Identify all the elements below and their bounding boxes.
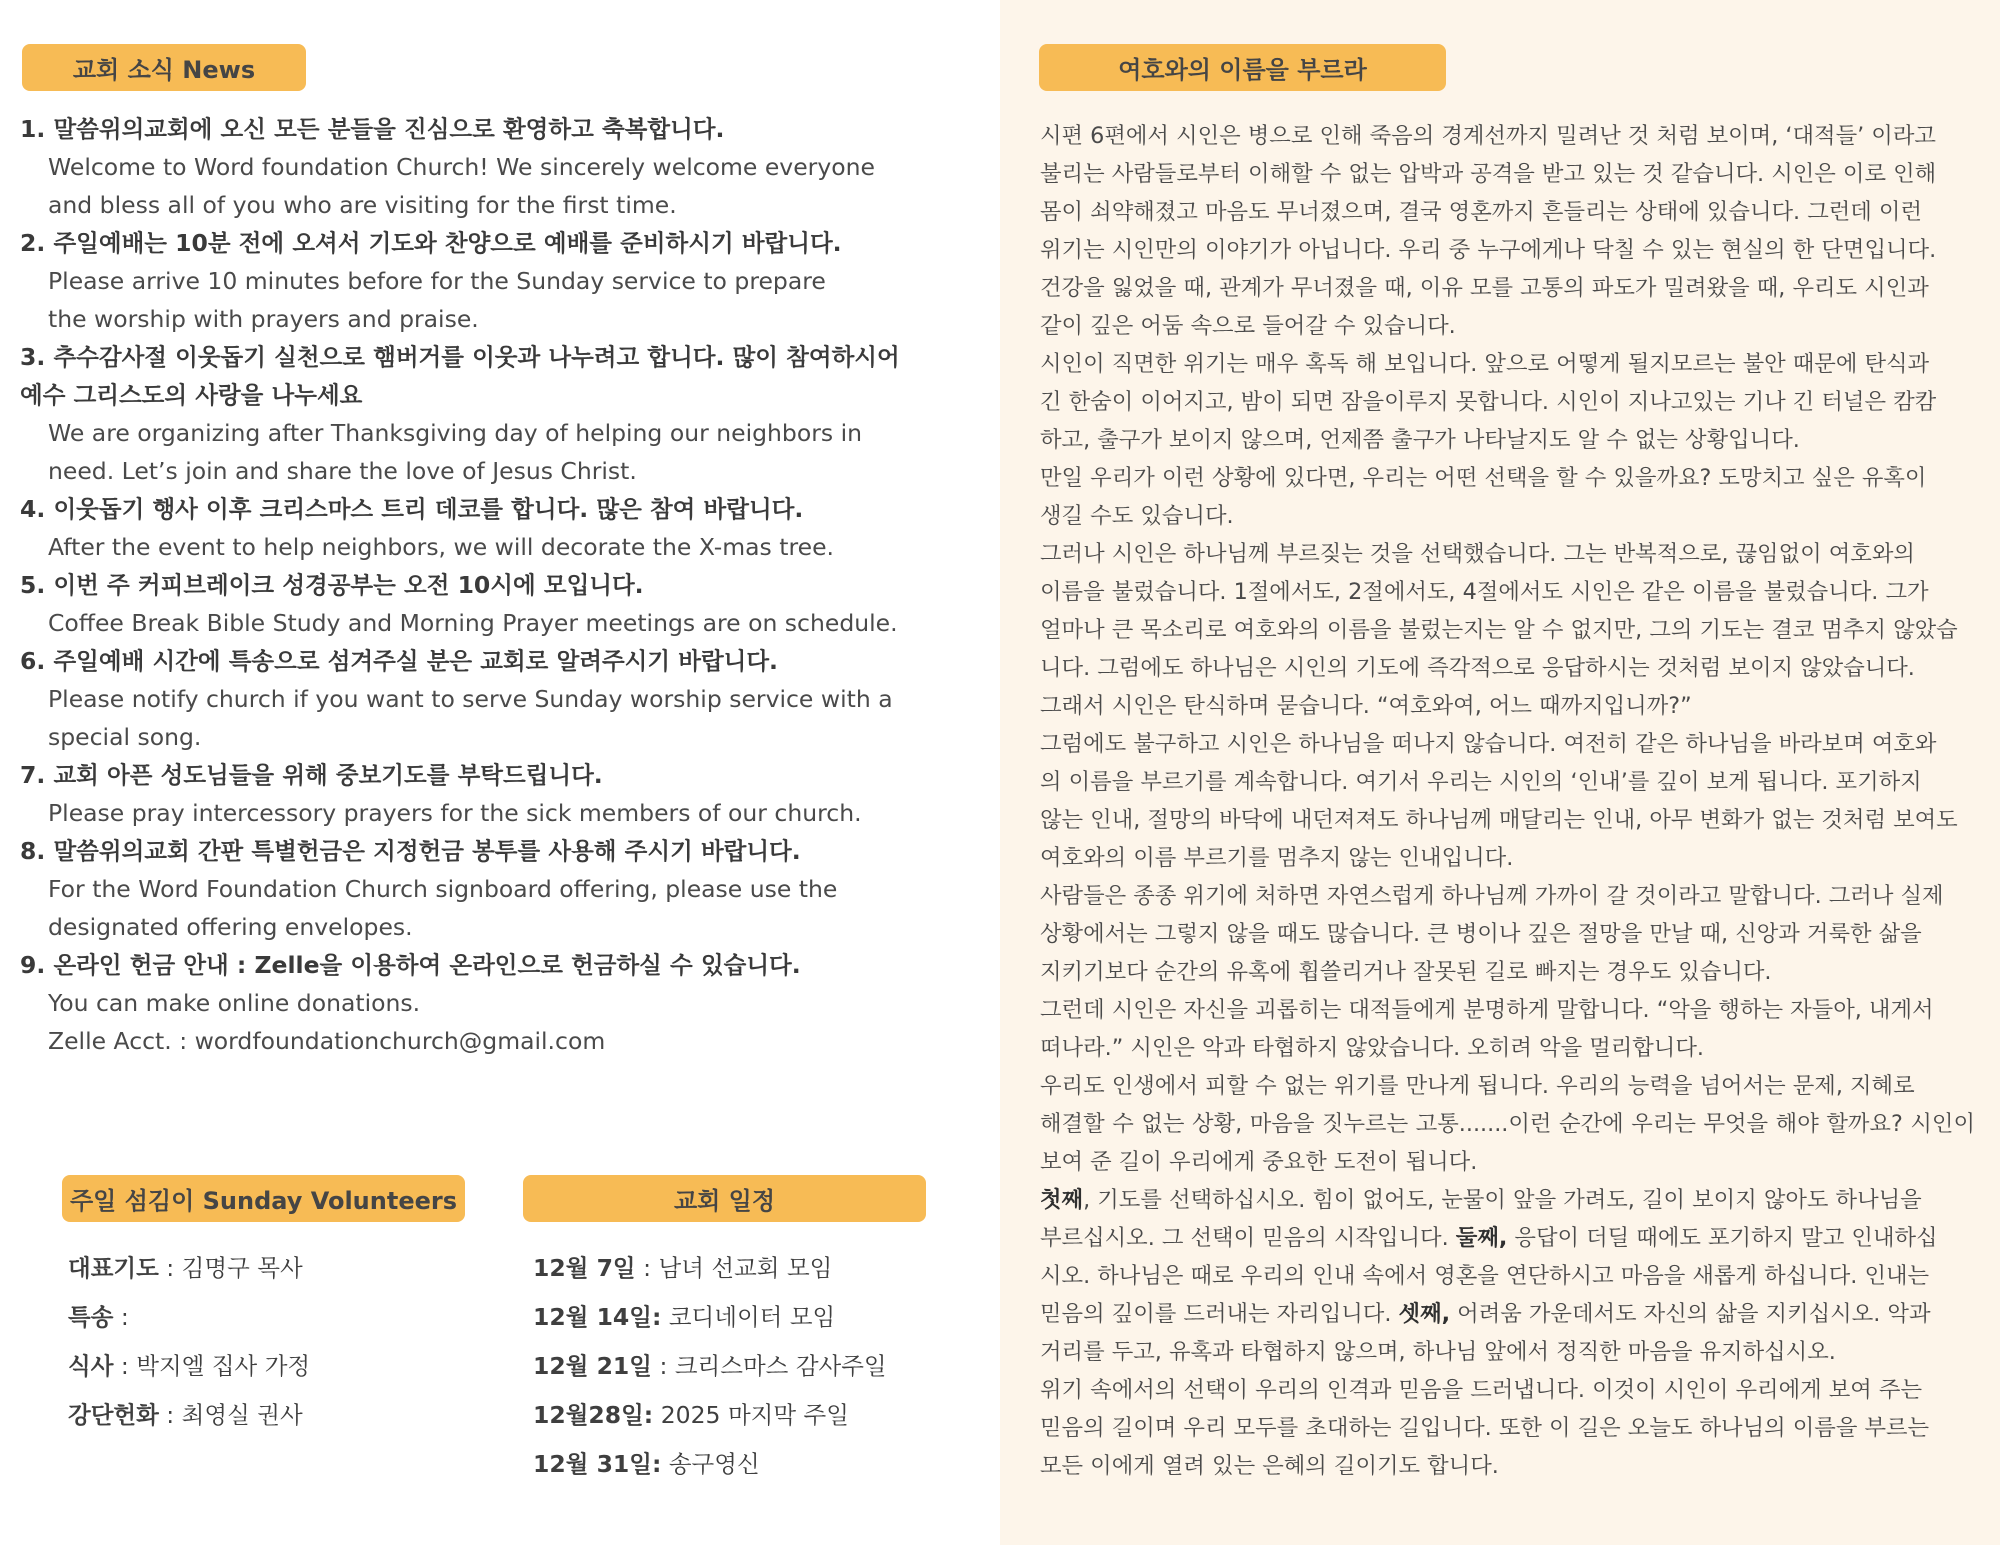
sermon-text: 우리도 인생에서 피할 수 없는 위기를 만나게 됩니다. 우리의 능력을 넘어서는 문제, 지혜로 [1040, 1073, 1915, 1099]
sermon-text: 위기 속에서의 선택이 우리의 인격과 믿음을 드러냅니다. 이것이 시인이 우리에게 보여 주는 [1040, 1377, 1922, 1403]
volunteers-title: 주일 섬김이 Sunday Volunteers [69, 1187, 458, 1215]
news-korean: 2. 주일예배는 10분 전에 오셔서 기도와 찬양으로 예배를 준비하시기 바랍니다. [20, 229, 842, 257]
sermon-line [1040, 1105, 1975, 1143]
sermon-text: 니다. 그럼에도 하나님은 시인의 기도에 즉각적으로 응답하시는 것처럼 보이지 않았습니다. [1040, 655, 1915, 681]
sermon-line [1040, 687, 1975, 725]
schedule-row-label: 12월28일: [533, 1401, 654, 1429]
sermon-text: 응답이 더딜 때에도 포기하지 말고 인내하십 [1507, 1225, 1938, 1251]
news-korean: 5. 이번 주 커피브레이크 성경공부는 오전 10시에 모입니다. [20, 571, 644, 599]
news-item [20, 756, 980, 832]
schedule-row-label: 12월 21일 [533, 1352, 652, 1380]
sermon-line [1040, 1029, 1975, 1067]
sermon-line [1040, 1371, 1975, 1409]
sermon-text: 여호와의 이름 부르기를 멈추지 않는 인내입니다. [1040, 845, 1514, 871]
sermon-text: 않는 인내, 절망의 바닥에 내던져져도 하나님께 매달리는 인내, 아무 변화가 없는 것처럼 보여도 [1040, 807, 1958, 833]
news-korean: 8. 말씀위의교회 간판 특별헌금은 지정헌금 봉투를 사용해 주시기 바랍니다. [20, 837, 801, 865]
sermon-text: 건강을 잃었을 때, 관계가 무너졌을 때, 이유 모를 고통의 파도가 밀려왔을 때, 우리도 시인과 [1040, 275, 1929, 301]
volunteer-row-label: 특송 [68, 1303, 114, 1331]
sermon-text: 긴 한숨이 이어지고, 밤이 되면 잠을이루지 못합니다. 시인이 지나고있는 기나 긴 터널은 캄캄 [1040, 389, 1937, 415]
news-korean: 3. 추수감사절 이웃돕기 실천으로 햄버거를 이웃과 나누려고 합니다. 많이 참여하시어 [20, 343, 900, 371]
news-item [20, 338, 980, 490]
sermon-line [1040, 725, 1975, 763]
volunteer-row-value: : 박지엘 집사 가정 [113, 1352, 311, 1380]
sermon-text: 같이 깊은 어둠 속으로 들어갈 수 있습니다. [1040, 313, 1456, 339]
sermon-body [1040, 117, 1975, 1485]
sermon-text: 위기는 시인만의 이야기가 아닙니다. 우리 중 누구에게나 닥칠 수 있는 현실의 한 단면입니다. [1040, 237, 1937, 263]
news-korean: 1. 말씀위의교회에 오신 모든 분들을 진심으로 환영하고 축복합니다. [20, 115, 725, 143]
sermon-header [1039, 44, 1446, 91]
sermon-text: 시편 6편에서 시인은 병으로 인해 죽음의 경계선까지 밀려난 것 처럼 보이며, ‘대적들’ 이라고 [1040, 123, 1936, 149]
sermon-line [1040, 1333, 1975, 1371]
sermon-line [1040, 345, 1975, 383]
schedule-row-value: : 남녀 선교회 모임 [635, 1254, 833, 1282]
news-korean: 6. 주일예배 시간에 특송으로 섬겨주실 분은 교회로 알려주시기 바랍니다. [20, 647, 778, 675]
sermon-line [1040, 383, 1975, 421]
schedule-row [533, 1248, 887, 1297]
sermon-line [1040, 991, 1975, 1029]
sermon-line [1040, 649, 1975, 687]
sermon-text: 시오. 하나님은 때로 우리의 인내 속에서 영혼을 연단하시고 마음을 새롭게 하십니다. 인내는 [1040, 1263, 1930, 1289]
sermon-text: 그러나 시인은 하나님께 부르짖는 것을 선택했습니다. 그는 반복적으로, 끊임없이 여호와의 [1040, 541, 1915, 567]
news-korean: 7. 교회 아픈 성도님들을 위해 중보기도를 부탁드립니다. [20, 761, 603, 789]
sermon-text: 어려움 가운데서도 자신의 삶을 지키십시오. 악과 [1450, 1301, 1931, 1327]
volunteer-row-value: : 최영실 권사 [158, 1401, 303, 1429]
volunteer-row [68, 1297, 310, 1346]
sermon-text: 지키기보다 순간의 유혹에 휩쓸리거나 잘못된 길로 빠지는 경우도 있습니다. [1040, 959, 1772, 985]
volunteer-row [68, 1395, 310, 1444]
schedule-row-value: 2025 마지막 주일 [653, 1401, 849, 1429]
news-english: Welcome to Word foundation Church! We sincerely welcome everyone [48, 153, 875, 181]
schedule-row-label: 12월 7일 [533, 1254, 636, 1282]
sermon-line [1040, 1181, 1975, 1219]
schedule-row-value: : 크리스마스 감사주일 [652, 1352, 887, 1380]
news-title: 교회 소식 News [72, 56, 256, 84]
sermon-line [1040, 459, 1975, 497]
news-korean: 4. 이웃돕기 행사 이후 크리스마스 트리 데코를 합니다. 많은 참여 바랍니다. [20, 495, 804, 523]
news-list [20, 110, 980, 1060]
schedule-row [533, 1395, 887, 1444]
sermon-line [1040, 763, 1975, 801]
volunteers-header [62, 1175, 465, 1222]
news-item [20, 832, 980, 946]
news-header [22, 44, 306, 91]
sermon-line [1040, 915, 1975, 953]
sermon-line [1040, 801, 1975, 839]
sermon-text: 부르십시오. 그 선택이 믿음의 시작입니다. [1040, 1225, 1456, 1251]
schedule-title: 교회 일정 [673, 1187, 776, 1215]
sermon-emphasis: 첫째 [1040, 1187, 1084, 1213]
schedule-list [533, 1248, 887, 1493]
sermon-line [1040, 1295, 1975, 1333]
news-english: We are organizing after Thanksgiving day of helping our neighbors in [48, 419, 863, 447]
sermon-text: 이름을 불렀습니다. 1절에서도, 2절에서도, 4절에서도 시인은 같은 이름을 불렀습니다. 그가 [1040, 579, 1929, 605]
sermon-text: 얼마나 큰 목소리로 여호와의 이름을 불렀는지는 알 수 없지만, 그의 기도는 결코 멈추지 않았습 [1040, 617, 1958, 643]
sermon-text: 믿음의 길이며 우리 모두를 초대하는 길입니다. 또한 이 길은 오늘도 하나님의 이름을 부르는 [1040, 1415, 1930, 1441]
sermon-text: , 기도를 선택하십시오. 힘이 없어도, 눈물이 앞을 가려도, 길이 보이지 않아도 하나님을 [1083, 1187, 1922, 1213]
schedule-row-value: 코디네이터 모임 [661, 1303, 836, 1331]
sermon-line [1040, 535, 1975, 573]
schedule-row [533, 1297, 887, 1346]
sermon-text: 만일 우리가 이런 상황에 있다면, 우리는 어떤 선택을 할 수 있을까요? 도망치고 싶은 유혹이 [1040, 465, 1927, 491]
news-english: Please arrive 10 minutes before for the Sunday service to prepare [48, 267, 826, 295]
news-english: Coffee Break Bible Study and Morning Prayer meetings are on schedule. [48, 609, 898, 637]
news-english: and bless all of you who are visiting for the first time. [48, 191, 677, 219]
sermon-title: 여호와의 이름을 부르라 [1118, 56, 1367, 84]
news-item [20, 566, 980, 642]
news-english: Please pray intercessory prayers for the sick members of our church. [48, 799, 862, 827]
news-item [20, 490, 980, 566]
news-english: the worship with prayers and praise. [48, 305, 479, 333]
sermon-text: 생길 수도 있습니다. [1040, 503, 1234, 529]
sermon-line [1040, 193, 1975, 231]
sermon-text: 그래서 시인은 탄식하며 묻습니다. “여호와여, 어느 때까지입니까?” [1040, 693, 1692, 719]
sermon-line [1040, 421, 1975, 459]
schedule-row-label: 12월 14일: [533, 1303, 662, 1331]
news-english: need. Let’s join and share the love of Jesus Christ. [48, 457, 637, 485]
sermon-line [1040, 1257, 1975, 1295]
schedule-row-label: 12월 31일: [533, 1450, 662, 1478]
volunteer-row-value: : [113, 1303, 129, 1331]
news-english: After the event to help neighbors, we will decorate the X-mas tree. [48, 533, 834, 561]
sermon-text: 그럼에도 불구하고 시인은 하나님을 떠나지 않습니다. 여전히 같은 하나님을 바라보며 여호와 [1040, 731, 1937, 757]
news-item [20, 642, 980, 756]
volunteer-row-label: 대표기도 [68, 1254, 159, 1282]
sermon-line [1040, 839, 1975, 877]
sermon-text: 해결할 수 없는 상황, 마음을 짓누르는 고통.......이런 순간에 우리는 무엇을 해야 할까요? 시인이 [1040, 1111, 1975, 1137]
sermon-line [1040, 497, 1975, 535]
sermon-text: 상황에서는 그렇지 않을 때도 많습니다. 큰 병이나 깊은 절망을 만날 때, 신앙과 거룩한 삶을 [1040, 921, 1922, 947]
schedule-row-value: 송구영신 [661, 1450, 760, 1478]
sermon-text: 불리는 사람들로부터 이해할 수 없는 압박과 공격을 받고 있는 것 같습니다. 시인은 이로 인해 [1040, 161, 1937, 187]
sermon-line [1040, 953, 1975, 991]
news-english: designated offering envelopes. [48, 913, 413, 941]
news-item [20, 946, 980, 1060]
schedule-row [533, 1346, 887, 1395]
sermon-line [1040, 155, 1975, 193]
sermon-line [1040, 307, 1975, 345]
sermon-line [1040, 573, 1975, 611]
sermon-text: 떠나라.” 시인은 악과 타협하지 않았습니다. 오히려 악을 멀리합니다. [1040, 1035, 1704, 1061]
volunteers-list [68, 1248, 310, 1444]
sermon-emphasis: 둘째, [1455, 1225, 1508, 1251]
volunteer-row-label: 강단헌화 [68, 1401, 159, 1429]
sermon-line [1040, 877, 1975, 915]
sermon-line [1040, 231, 1975, 269]
sermon-text: 몸이 쇠약해졌고 마음도 무너졌으며, 결국 영혼까지 흔들리는 상태에 있습니다. 그런데 이런 [1040, 199, 1922, 225]
schedule-header [523, 1175, 926, 1222]
sermon-text: 그런데 시인은 자신을 괴롭히는 대적들에게 분명하게 말합니다. “악을 행하는 자들아, 내게서 [1040, 997, 1934, 1023]
news-korean: 예수 그리스도의 사랑을 나누세요 [20, 381, 363, 409]
sermon-line [1040, 117, 1975, 155]
news-english: You can make online donations. [48, 989, 421, 1017]
news-korean: 9. 온라인 헌금 안내 : Zelle을 이용하여 온라인으로 헌금하실 수 있습니다. [20, 951, 801, 979]
news-english: Please notify church if you want to serve Sunday worship service with a [48, 685, 893, 713]
sermon-text: 거리를 두고, 유혹과 타협하지 않으며, 하나님 앞에서 정직한 마음을 유지하십시오. [1040, 1339, 1836, 1365]
volunteer-row [68, 1248, 310, 1297]
sermon-line [1040, 269, 1975, 307]
sermon-text: 의 이름을 부르기를 계속합니다. 여기서 우리는 시인의 ‘인내’를 깊이 보게 됩니다. 포기하지 [1040, 769, 1922, 795]
sermon-text: 시인이 직면한 위기는 매우 혹독 해 보입니다. 앞으로 어떻게 될지모르는 불안 때문에 탄식과 [1040, 351, 1930, 377]
sermon-line [1040, 1219, 1975, 1257]
news-english: Zelle Acct. : wordfoundationchurch@gmail.com [48, 1027, 606, 1055]
news-item [20, 110, 980, 224]
news-item [20, 224, 980, 338]
sermon-line [1040, 1143, 1975, 1181]
sermon-line [1040, 1447, 1975, 1485]
sermon-text: 믿음의 깊이를 드러내는 자리입니다. [1040, 1301, 1399, 1327]
news-english: special song. [48, 723, 202, 751]
sermon-emphasis: 셋째, [1398, 1301, 1451, 1327]
news-english: For the Word Foundation Church signboard offering, please use the [48, 875, 838, 903]
sermon-text: 사람들은 종종 위기에 처하면 자연스럽게 하나님께 가까이 갈 것이라고 말합니다. 그러나 실제 [1040, 883, 1944, 909]
sermon-text: 하고, 출구가 보이지 않으며, 언제쯤 출구가 나타날지도 알 수 없는 상황입니다. [1040, 427, 1800, 453]
sermon-line [1040, 1067, 1975, 1105]
volunteer-row-value: : 김명구 목사 [158, 1254, 303, 1282]
sermon-line [1040, 1409, 1975, 1447]
volunteer-row-label: 식사 [68, 1352, 114, 1380]
volunteer-row [68, 1346, 310, 1395]
schedule-row [533, 1444, 887, 1493]
sermon-line [1040, 611, 1975, 649]
sermon-text: 모든 이에게 열려 있는 은혜의 길이기도 합니다. [1040, 1453, 1499, 1479]
sermon-text: 보여 준 길이 우리에게 중요한 도전이 됩니다. [1040, 1149, 1478, 1175]
